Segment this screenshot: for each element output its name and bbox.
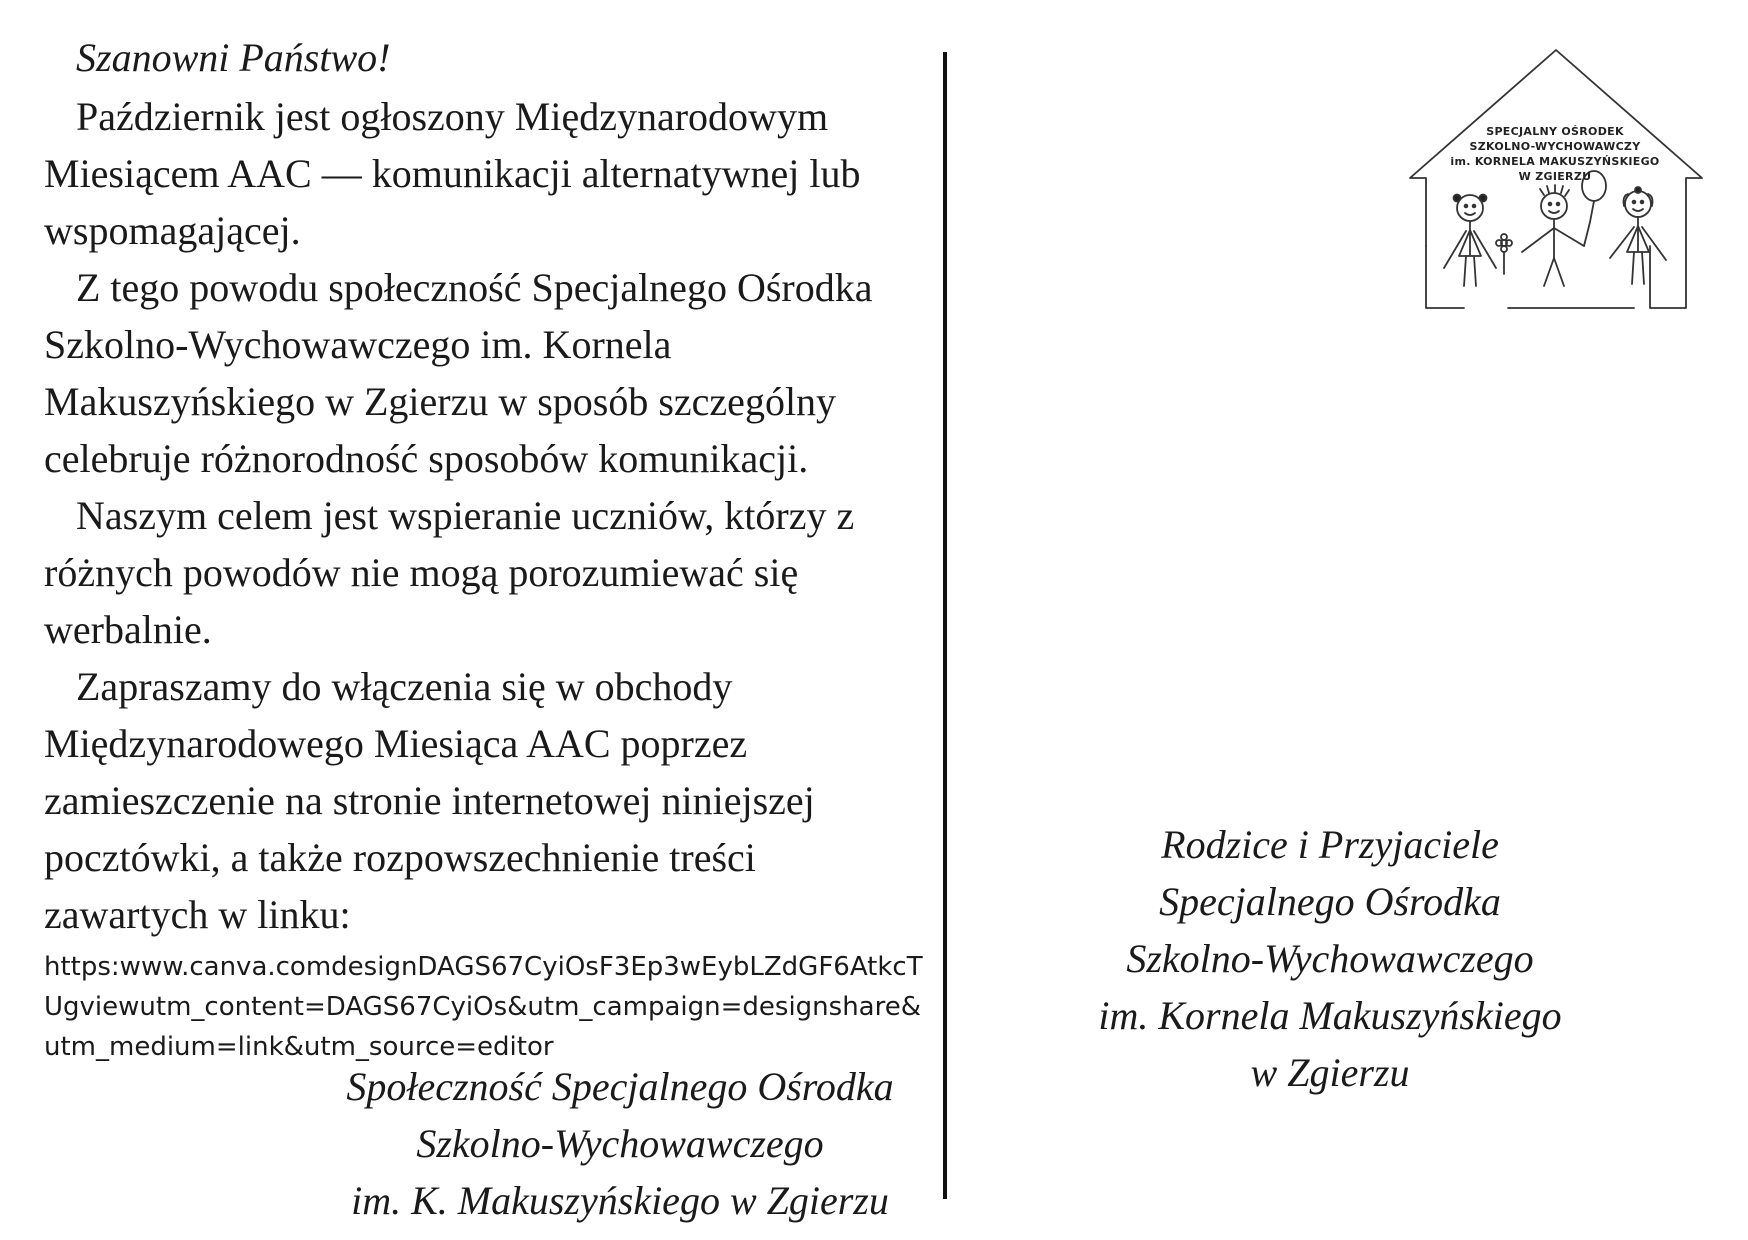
signature-line: Społeczność Specjalnego Ośrodka bbox=[346, 1064, 894, 1109]
canva-link[interactable]: https:www.canva.comdesignDAGS67CyiOsF3Ep3wEybLZdGF6AtkcTUgviewutm_content=DAGS67CyiOs&utm_campaign=designshare&utm_medium=link&utm_source=editor bbox=[44, 952, 923, 1062]
logo-line: SZKOLNO-WYCHOWAWCZY bbox=[1469, 140, 1641, 153]
paragraph-community: Z tego powodu społeczność Specjalnego Ośrodka Szkolno-Wychowawczego im. Kornela Makuszyńskiego w Zgierzu w sposób szczególny celebruje różnorodność sposobów komunikacji. bbox=[44, 265, 873, 481]
letter-body bbox=[44, 30, 924, 1067]
logo-line: im. KORNELA MAKUSZYŃSKIEGO bbox=[1450, 155, 1660, 168]
recipient-block bbox=[1040, 816, 1620, 1101]
paragraph-goal: Naszym celem jest wspieranie uczniów, którzy z różnych powodów nie mogą porozumiewać się werbalnie. bbox=[44, 493, 855, 652]
signature-line: im. K. Makuszyńskiego w Zgierzu bbox=[351, 1178, 889, 1223]
paragraph-invitation: Zapraszamy do włączenia się w obchody Międzynarodowego Miesiąca AAC poprzez zamieszczenie na stronie internetowej niniejszej pocztówki, a także rozpowszechnienie treści zawartych w linku: bbox=[44, 664, 815, 937]
recipient-line: Specjalnego Ośrodka bbox=[1159, 879, 1501, 924]
recipient-line: im. Kornela Makuszyńskiego bbox=[1098, 993, 1562, 1038]
postcard-divider bbox=[943, 52, 947, 1199]
signature-line: Szkolno-Wychowawczego bbox=[416, 1121, 824, 1166]
logo-line: SPECJALNY OŚRODEK bbox=[1486, 125, 1624, 138]
recipient-line: Szkolno-Wychowawczego bbox=[1126, 936, 1534, 981]
recipient-line: Rodzice i Przyjaciele bbox=[1161, 822, 1499, 867]
logo-text bbox=[1404, 124, 1706, 184]
greeting: Szanowni Państwo! bbox=[76, 35, 391, 80]
logo-line: W ZGIERZU bbox=[1518, 170, 1592, 183]
recipient-line: w Zgierzu bbox=[1250, 1050, 1410, 1095]
letter-signature bbox=[300, 1058, 940, 1229]
paragraph-aac-month: Październik jest ogłoszony Międzynarodowym Miesiącem AAC — komunikacji alternatywnej lub wspomagającej. bbox=[44, 94, 861, 253]
school-logo bbox=[1404, 46, 1706, 310]
